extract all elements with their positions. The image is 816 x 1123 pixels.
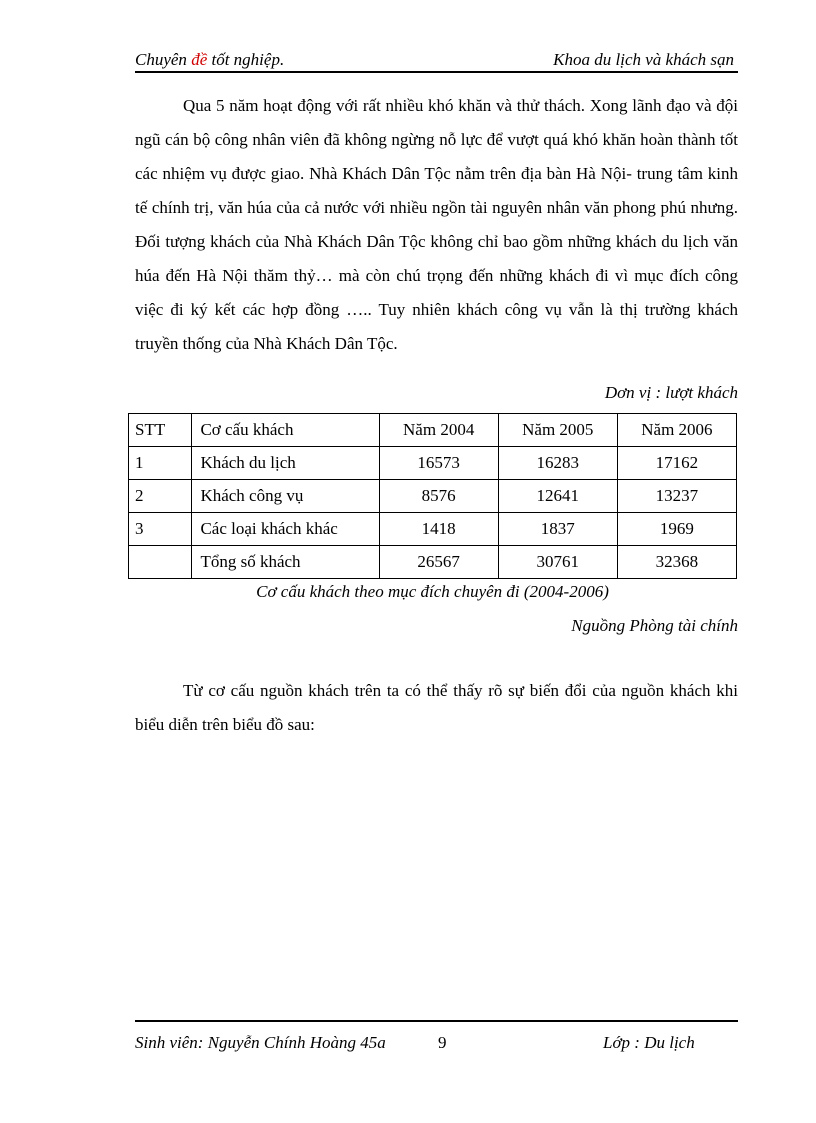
table-cell: 8576 <box>379 480 498 513</box>
unit-label: Dơn vị : lượt khách <box>604 383 738 402</box>
table-cell: 16573 <box>379 447 498 480</box>
header-highlight: đề <box>191 50 208 69</box>
table-header-cell: Cơ cấu khách <box>192 414 379 447</box>
table-cell: Khách du lịch <box>192 447 379 480</box>
table-cell: 12641 <box>498 480 617 513</box>
table-cell: 32368 <box>617 546 736 579</box>
footer-class: Lớp : Du lịch <box>603 1033 695 1052</box>
table-source: Nguồng Phòng tài chính <box>571 616 738 635</box>
table-total-row <box>129 546 737 579</box>
table-cell: 26567 <box>379 546 498 579</box>
header-left: Chuyên đề tốt nghiệp. <box>135 50 285 69</box>
table-header-cell: Năm 2004 <box>379 414 498 447</box>
page-header <box>135 48 738 72</box>
guest-structure-table <box>128 413 737 579</box>
table-cell: Tổng số khách <box>192 546 379 579</box>
footer-divider <box>135 1020 738 1022</box>
table-header-cell: Năm 2006 <box>617 414 736 447</box>
header-divider <box>135 71 738 73</box>
table-cell: 13237 <box>617 480 736 513</box>
table-cell: 2 <box>129 480 192 513</box>
table-header-cell: STT <box>129 414 192 447</box>
table-cell: 1 <box>129 447 192 480</box>
table-cell: 17162 <box>617 447 736 480</box>
table-cell: 16283 <box>498 447 617 480</box>
table-cell: 3 <box>129 513 192 546</box>
header-right: Khoa du lịch và khách sạn <box>553 50 734 69</box>
footer-student: Sinh viên: Nguyễn Chính Hoàng 45a <box>135 1033 386 1052</box>
page-number: 9 <box>438 1033 447 1052</box>
table-cell: Các loại khách khác <box>192 513 379 546</box>
table-header-row <box>129 414 737 447</box>
table-row <box>129 480 737 513</box>
table-cell <box>129 546 192 579</box>
table-header-cell: Năm 2005 <box>498 414 617 447</box>
table-cell: 1969 <box>617 513 736 546</box>
body-paragraph-1: Qua 5 năm hoạt động với rất nhiều khó khăn và thử thách. Xong lãnh đạo và đội ngũ cán bộ công nhân viên đã không ngừng nỗ lực để vượt quá khó khăn hoàn thành tốt các nhiệm vụ được giao. Nhà Khách Dân Tộc nằm trên địa bàn Hà Nội- trung tâm kinh tế chính trị, văn húa của cả nước với nhiều ngồn tài nguyên nhân văn phong phú nhưng. Đối tượng khách của Nhà Khách Dân Tộc không chỉ bao gồm những khách du lịch văn húa đến Hà Nội thăm thỷ… mà còn chú trọng đến những khách đi vì mục đích công việc đi ký kết các hợp đồng ….. Tuy nhiên khách công vụ vẫn là thị trường khách truyền thống của Nhà Khách Dân Tộc. <box>135 96 738 353</box>
body-paragraph-2: Từ cơ cấu nguồn khách trên ta có thể thấy rõ sự biến đổi của nguồn khách khi biểu diễn trên biểu đồ sau: <box>135 681 738 734</box>
table-cell: Khách công vụ <box>192 480 379 513</box>
table-row <box>129 513 737 546</box>
table-cell: 1418 <box>379 513 498 546</box>
table-cell: 30761 <box>498 546 617 579</box>
table-caption: Cơ cấu khách theo mục đích chuyên đi (2004-2006) <box>256 582 609 601</box>
table-row <box>129 447 737 480</box>
table-cell: 1837 <box>498 513 617 546</box>
